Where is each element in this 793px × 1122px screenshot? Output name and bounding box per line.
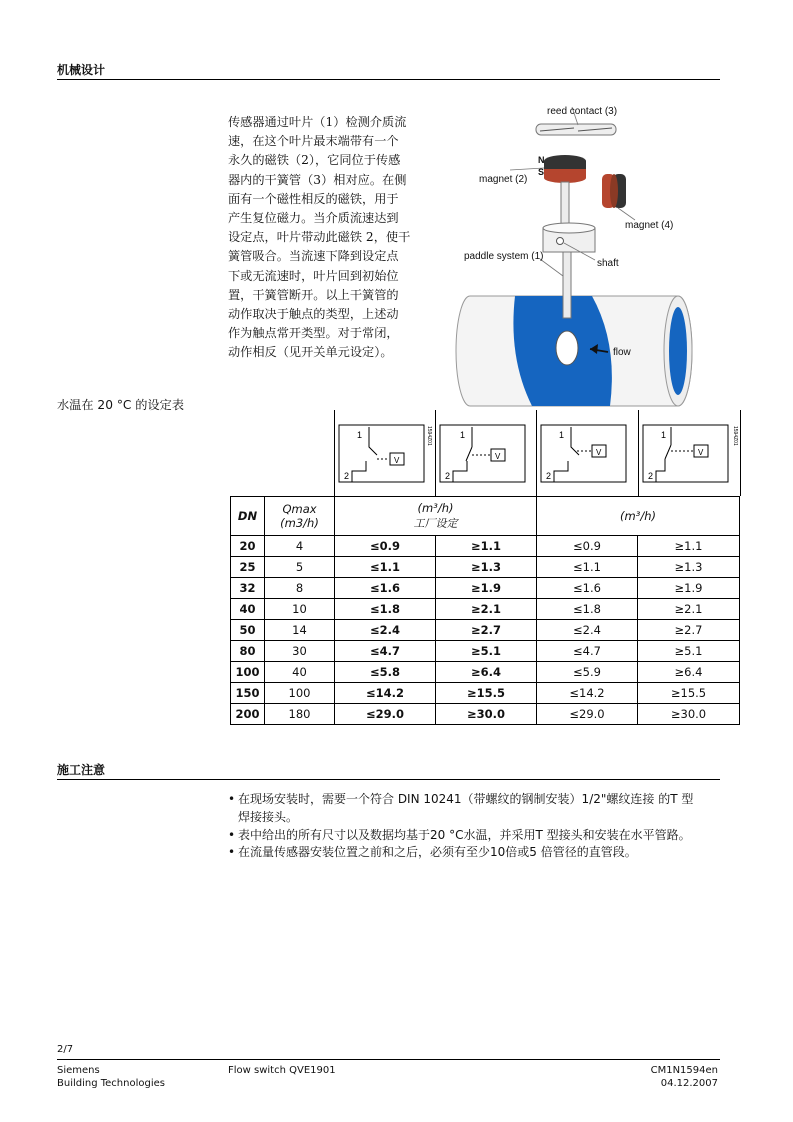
cell-alt-on: ≤0.9 <box>537 536 638 557</box>
label-north: N <box>538 155 545 165</box>
cell-factory-off: ≥30.0 <box>436 704 537 725</box>
table-row <box>231 641 740 662</box>
cell-dn: 100 <box>231 662 265 683</box>
cell-factory-off: ≥1.3 <box>436 557 537 578</box>
footer-company: Siemens <box>57 1065 100 1076</box>
cell-factory-on: ≤4.7 <box>335 641 436 662</box>
terminal-2-label: 2 <box>344 471 350 481</box>
intro-line: 动作取决于触点的类型，上述动 <box>228 307 399 322</box>
intro-line: 产生复位磁力。当介质流速达到 <box>228 211 399 226</box>
contact-symbol-nc-1 <box>440 425 525 482</box>
section-divider <box>57 79 720 80</box>
cell-dn: 200 <box>231 704 265 725</box>
magnet-4 <box>602 174 626 208</box>
cell-dn: 150 <box>231 683 265 704</box>
header-qmax-unit: (m3/h) <box>280 516 319 530</box>
cell-alt-on: ≤4.7 <box>537 641 638 662</box>
cell-dn: 20 <box>231 536 265 557</box>
table-row <box>231 662 740 683</box>
cell-alt-off: ≥5.1 <box>638 641 740 662</box>
cell-qmax: 30 <box>265 641 335 662</box>
label-paddle-system: paddle system (1) <box>464 251 544 262</box>
cell-factory-on: ≤2.4 <box>335 620 436 641</box>
section-title-mechanical-design: 机械设计 <box>57 63 106 77</box>
intro-line: 置，干簧管断开。以上干簧管的 <box>228 287 399 302</box>
label-reed-contact: reed contact (3) <box>547 106 618 117</box>
cell-dn: 25 <box>231 557 265 578</box>
cell-qmax: 180 <box>265 704 335 725</box>
cell-alt-off: ≥30.0 <box>638 704 740 725</box>
header-factory-setting <box>335 497 537 536</box>
intro-line: 作为触点常开类型。对于常闭， <box>228 326 399 341</box>
header-qmax <box>265 497 335 536</box>
cell-factory-off: ≥1.9 <box>436 578 537 599</box>
terminal-2-label: 2 <box>648 471 654 481</box>
footer-division: Building Technologies <box>57 1078 165 1089</box>
settings-table <box>230 496 740 725</box>
valve-label: V <box>698 448 704 457</box>
valve-label: V <box>596 448 602 457</box>
terminal-2-label: 2 <box>546 471 552 481</box>
note-continuation: 焊接接头。 <box>238 809 299 824</box>
paddle <box>556 331 578 365</box>
cell-factory-off: ≥2.7 <box>436 620 537 641</box>
intro-line: 设定点，叶片带动此磁铁 2，使干 <box>228 230 411 245</box>
cell-dn: 80 <box>231 641 265 662</box>
cell-alt-on: ≤1.6 <box>537 578 638 599</box>
table-row <box>231 578 740 599</box>
cell-alt-off: ≥1.1 <box>638 536 740 557</box>
intro-paragraph <box>228 113 418 363</box>
flow-switch-diagram <box>440 98 730 410</box>
header-qmax-label: Qmax <box>282 502 317 516</box>
cell-factory-off: ≥1.1 <box>436 536 537 557</box>
cell-alt-on: ≤1.1 <box>537 557 638 578</box>
magnet-2 <box>544 155 586 183</box>
cell-factory-on: ≤5.8 <box>335 662 436 683</box>
footer-doc-id: CM1N1594en <box>650 1065 718 1076</box>
header-factory-unit: (m³/h) <box>417 501 454 515</box>
cell-factory-on: ≤1.6 <box>335 578 436 599</box>
cell-factory-on: ≤1.8 <box>335 599 436 620</box>
paddle-rod <box>563 252 571 318</box>
header-factory-note: 工厂设定 <box>413 517 458 530</box>
table-row <box>231 620 740 641</box>
note-item <box>228 827 728 845</box>
valve-label: V <box>495 452 501 461</box>
intro-line: 下或无流速时，叶片回到初始位 <box>228 268 399 283</box>
note-item <box>228 791 728 809</box>
cell-factory-on: ≤1.1 <box>335 557 436 578</box>
label-magnet-4: magnet (4) <box>625 220 674 231</box>
cell-alt-on: ≤14.2 <box>537 683 638 704</box>
intro-line: 动作相反（见开关单元设定）。 <box>228 345 393 360</box>
note-text: 表中给出的所有尺寸以及数据均基于20 °C水温，并采用T 型接头和安装在水平管路。 <box>238 827 691 842</box>
contact-symbol-no-1 <box>339 425 424 482</box>
footer-divider <box>57 1059 720 1060</box>
intro-line: 簧管吸合。当流速下降到设定点 <box>228 249 399 264</box>
note-item <box>228 844 728 862</box>
cell-qmax: 8 <box>265 578 335 599</box>
terminal-1-label: 1 <box>559 430 565 440</box>
section-title-installation-notes: 施工注意 <box>57 763 106 777</box>
terminal-1-label: 1 <box>460 430 466 440</box>
header-dn: DN <box>231 497 265 536</box>
contact-symbol-nc-2 <box>643 425 728 482</box>
cell-dn: 32 <box>231 578 265 599</box>
cell-qmax: 14 <box>265 620 335 641</box>
cell-alt-on: ≤2.4 <box>537 620 638 641</box>
label-magnet-2: magnet (2) <box>479 174 528 185</box>
terminal-2-label: 2 <box>445 471 451 481</box>
terminal-1-label: 1 <box>661 430 667 440</box>
pipe-water-end <box>669 307 687 395</box>
cell-alt-off: ≥1.3 <box>638 557 740 578</box>
cell-alt-on: ≤5.9 <box>537 662 638 683</box>
cell-alt-off: ≥15.5 <box>638 683 740 704</box>
table-row <box>231 557 740 578</box>
cell-alt-off: ≥2.7 <box>638 620 740 641</box>
terminal-1-label: 1 <box>357 430 363 440</box>
cell-qmax: 40 <box>265 662 335 683</box>
diagram-code-1: 1594Z01 <box>426 426 432 446</box>
section-divider <box>57 779 720 780</box>
contact-symbols <box>334 410 740 496</box>
diagram-code-2: 1594Z01 <box>732 426 738 446</box>
cell-factory-on: ≤0.9 <box>335 536 436 557</box>
label-flow: flow <box>613 347 631 358</box>
cell-alt-on: ≤1.8 <box>537 599 638 620</box>
cell-alt-off: ≥6.4 <box>638 662 740 683</box>
cell-qmax: 10 <box>265 599 335 620</box>
cell-factory-off: ≥6.4 <box>436 662 537 683</box>
contact-symbol-no-2 <box>541 425 626 482</box>
cell-qmax: 100 <box>265 683 335 704</box>
table-header-row <box>231 497 740 536</box>
table-row <box>231 683 740 704</box>
note-text: 在现场安装时，需要一个符合 DIN 10241（带螺纹的钢制安装）1/2"螺纹连接 的T 型 <box>238 792 694 806</box>
intro-line: 器内的干簧管（3）相对应。在侧 <box>228 172 407 187</box>
page-number: 2/7 <box>57 1044 74 1055</box>
intro-line: 速，在这个叶片最末端带有一个 <box>228 134 399 149</box>
label-shaft: shaft <box>597 258 619 269</box>
intro-line: 传感器通过叶片（1）检测介质流 <box>228 115 407 129</box>
table-caption: 水温在 20 °C 的设定表 <box>57 398 185 412</box>
cell-factory-off: ≥5.1 <box>436 641 537 662</box>
table-row <box>231 704 740 725</box>
cell-factory-on: ≤14.2 <box>335 683 436 704</box>
cell-factory-off: ≥15.5 <box>436 683 537 704</box>
shaft-rod <box>561 182 569 228</box>
cell-qmax: 4 <box>265 536 335 557</box>
note-text: 在流量传感器安装位置之前和之后，必须有至少10倍或5 倍管径的直管段。 <box>238 845 637 860</box>
cell-dn: 50 <box>231 620 265 641</box>
cell-dn: 40 <box>231 599 265 620</box>
shaft-housing <box>543 223 595 252</box>
valve-label: V <box>394 456 400 465</box>
intro-line: 永久的磁铁（2），它同位于传感 <box>228 153 401 168</box>
footer-product: Flow switch QVE1901 <box>228 1065 336 1076</box>
cell-factory-off: ≥2.1 <box>436 599 537 620</box>
table-row <box>231 536 740 557</box>
cell-alt-off: ≥2.1 <box>638 599 740 620</box>
cell-alt-on: ≤29.0 <box>537 704 638 725</box>
header-other-unit: (m³/h) <box>537 497 740 536</box>
footer-date: 04.12.2007 <box>660 1078 718 1089</box>
intro-line: 面有一个磁性相反的磁铁，用于 <box>228 191 399 206</box>
label-south: S <box>538 167 545 177</box>
table-row <box>231 599 740 620</box>
installation-notes <box>228 791 728 862</box>
cell-factory-on: ≤29.0 <box>335 704 436 725</box>
cell-qmax: 5 <box>265 557 335 578</box>
cell-alt-off: ≥1.9 <box>638 578 740 599</box>
